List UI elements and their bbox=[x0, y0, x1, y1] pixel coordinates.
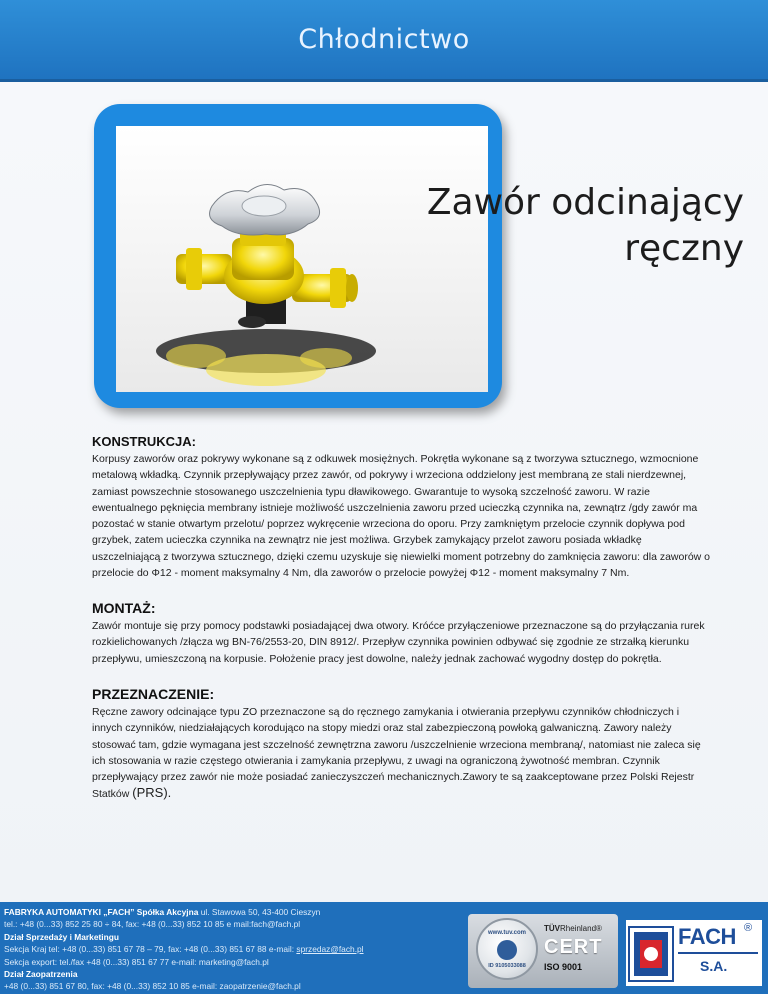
product-title bbox=[324, 180, 744, 272]
section-heading: PRZEZNACZENIE: bbox=[92, 686, 215, 702]
footer-dept-supply-label: Dział Zaopatrzenia bbox=[4, 969, 78, 980]
footer-line-4-text: Sekcja Kraj tel: +48 (0...33) 851 67 78 – 79, fax: +48 (0...33) 851 67 88 e-mail: bbox=[4, 944, 297, 955]
fach-mark-icon bbox=[628, 926, 674, 982]
footer-dept-sales-label: Dział Sprzedaży i Marketingu bbox=[4, 931, 119, 942]
fach-sa: S.A. bbox=[700, 958, 728, 974]
tuv-brand bbox=[544, 924, 602, 933]
tuv-brand-a: TÜV bbox=[544, 924, 560, 933]
footer-line-4 bbox=[4, 943, 464, 955]
section-heading: MONTAŻ: bbox=[92, 600, 156, 616]
sales-email-link[interactable]: sprzedaz@fach.pl bbox=[296, 944, 364, 955]
tuv-id: ID 9105033088 bbox=[488, 963, 526, 969]
tuv-cert-label: CERT bbox=[544, 936, 603, 958]
footer-line-company bbox=[4, 906, 464, 918]
section-konstrukcja bbox=[92, 434, 712, 581]
tuv-cert-badge bbox=[468, 914, 618, 988]
footer-line-5: Sekcja export: tel./fax +48 (0...33) 851 67 77 e-mail: marketing@fach.pl bbox=[4, 956, 269, 967]
fach-name: FACH bbox=[678, 924, 736, 949]
section-text-suffix: (PRS). bbox=[132, 785, 172, 801]
footer-dept-sales bbox=[4, 931, 464, 943]
fach-divider bbox=[678, 952, 758, 954]
product-title-line2: ręczny bbox=[624, 228, 744, 269]
tuv-seal-icon bbox=[476, 918, 538, 980]
tuv-brand-b: Rheinland® bbox=[560, 924, 602, 933]
section-text: Korpusy zaworów oraz pokrywy wykonane są z odkuwek mosiężnych. Pokrętła wykonane są z tworzywa sztucznego, wzmocnione metalową wkładką. Czynnik przepływający przez zawór, od pokrywy i wrzeciona oddzielony jest membraną ze stali nierdzewnej, zamiast powszechnie stosowanego uszczelnienia typu dławikowego. Gwarantuje to wysoką szczelność zaworu. W razie ewentualnego pęknięcia membrany istnieje możliwość uszczelnienia zaworu przed ucieczką czynnika na, zewnątrz /gdy zawór ma pozostać w stanie otwartym przelotu/ poprzez wykręcenie wrzeciona do oporu. Przy zamkniętym przelocie czynnik dopływa pod grzybek, zatem ucieczka czynnika na zewnątrz nie jest możliwa. Grzybek zamykający przelot zaworu posiada wkładkę uszczelniającą z tworzywa sztucznego, dzięki czemu uzyskuje się niewielki moment potrzebny do zamknięcia zaworu: dla zaworów o przelocie do Φ12 - moment maksymalny 4 Nm, dla zaworów o przelocie powyżej Φ12 - moment maksymalny 7 Nm. bbox=[92, 453, 711, 580]
section-text: Zawór montuje się przy pomocy podstawki posiadającej dwa otwory. Króćce przyłączeniowe przeznaczone są do przyłączania rurek rozkielichowanych /złącza wg BN-76/2553-20, DIN 8912/. Przepływ czynnika powinien odbywać się zgodnie ze strzałką kierunku przepływu, umieszczoną na korpusie. Położenie pracy jest dowolne, należy jednak zachować wygodny dostęp do pokrętła. bbox=[92, 620, 705, 665]
header-title: Chłodnictwo bbox=[298, 24, 470, 55]
section-text-body: Ręczne zawory odcinające typu ZO przeznaczone są do ręcznego zamykania i otwierania przepływu czynników chłodniczych i innych czynników, niedziałających korodująco na stopy miedzi oraz stal zabezpieczoną powłoką galwaniczną. Zawory należy stosować tam, gdzie wymagana jest szczelność zewnętrzna zaworu /uszczelnienie wrzeciona membraną/, natomiast nie zaleca się ich stosowania w razie częstego otwierania i zamykania przepływu, z uwagi na ograniczoną żywotność membran. Czynnik przepływający przez zawór nie może posiadać zanieczyszczeń mechanicznych.Zawory te są zaakceptowane przez Polski Rejestr Statków bbox=[92, 706, 701, 801]
tuv-iso-label: ISO 9001 bbox=[544, 962, 583, 972]
footer-line-7: +48 (0...33) 851 67 80, fax: +48 (0...33) 852 10 85 e-mail: zaopatrzenie@fach.pl bbox=[4, 981, 301, 992]
footer-contact bbox=[4, 906, 464, 993]
footer-address: ul. Stawowa 50, 43-400 Cieszyn bbox=[200, 907, 321, 917]
section-heading: KONSTRUKCJA: bbox=[92, 434, 196, 449]
section-przeznaczenie bbox=[92, 686, 712, 803]
tuv-url: www.tuv.com bbox=[487, 930, 526, 936]
product-title-line1: Zawór odcinający bbox=[426, 182, 744, 223]
section-montaz bbox=[92, 600, 712, 667]
section-text bbox=[92, 704, 712, 803]
fach-registered-icon: ® bbox=[744, 922, 753, 934]
footer-company: FABRYKA AUTOMATYKI „FACH” Spółka Akcyjna bbox=[4, 907, 199, 917]
footer-line-2: tel.: +48 (0...33) 852 25 80 ÷ 84, fax: +48 (0...33) 852 10 85 e mail:fach@fach.pl bbox=[4, 919, 301, 930]
header-bar bbox=[0, 0, 768, 82]
fach-logo bbox=[626, 920, 762, 986]
tuv-logo-icon bbox=[497, 940, 517, 960]
footer-dept-supply bbox=[4, 968, 464, 980]
